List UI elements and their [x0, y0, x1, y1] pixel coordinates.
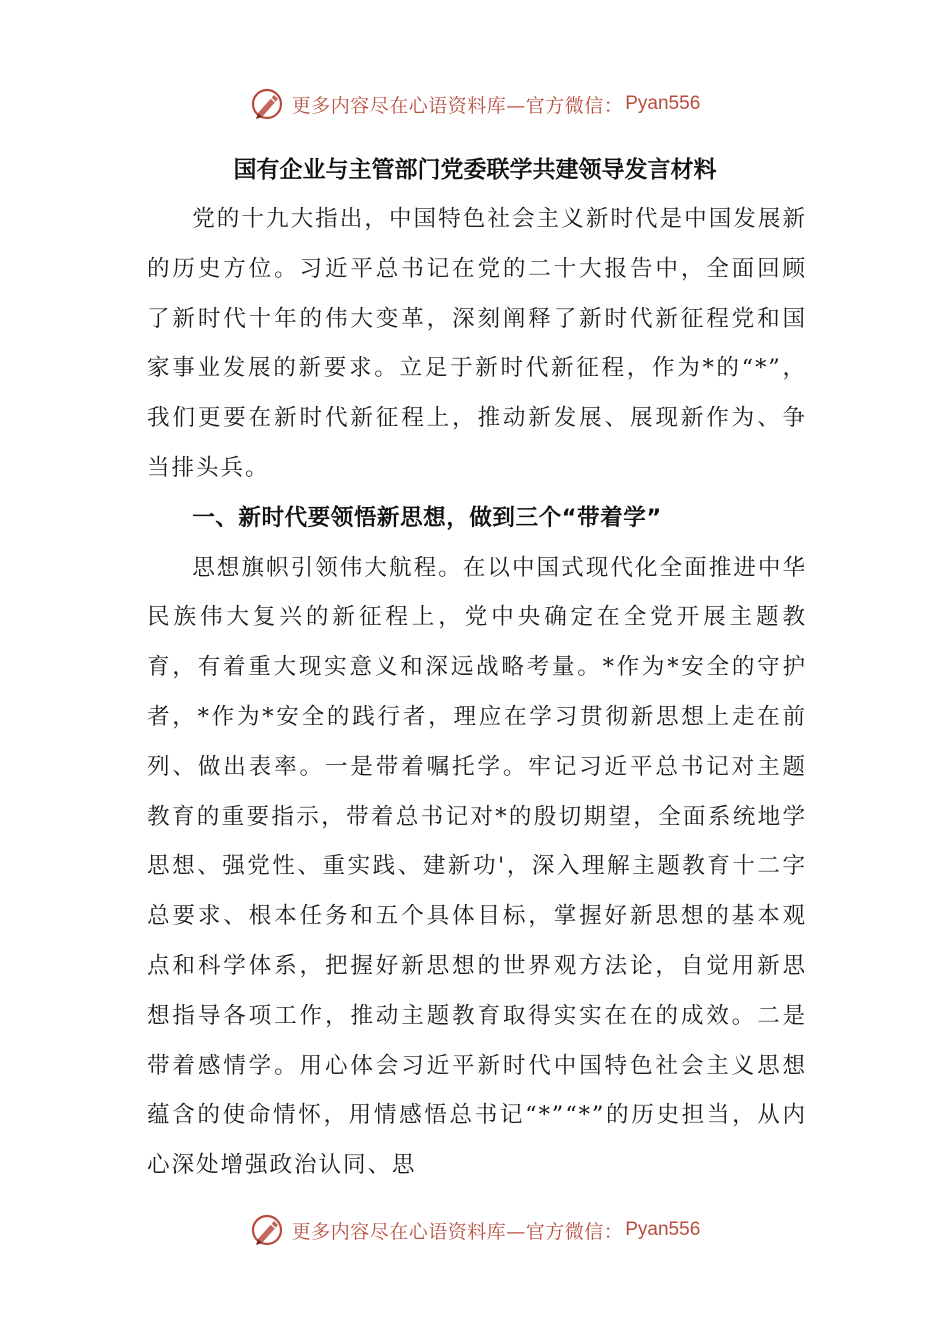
section-heading-1: 一、新时代要领悟新思想，做到三个“带着学” [192, 504, 662, 531]
section-1-paragraph: 思想旗帜引领伟大航程。在以中国式现代化全面推进中华民族伟大复兴的新征程上，党中央确定在全党开展主题教育，有着重大现实意义和深远战略考量。*作为*安全的守护者，*作为*安全的践行者，理应在学习贯彻新思想上走在前列、做出表率。一是带着嘱托学。牢记习近平总书记对主题教育的重要指示，带着总书记对*的殷切期望，全面系统地学思想、强党性、重实践、建新功'，深入理解主题教育十二字总要求、根本任务和五个具体目标，掌握好新思想的基本观点和科学体系，把握好新思想的世界观方法论，自觉用新思想指导各项工作，推动主题教育取得实实在在的成效。二是带着感情学。用心体会习近平新时代中国特色社会主义思想蕴含的使命情怀，用情感悟总书记“*”“*”的历史担当，从内心深处增强政治认同、思 [147, 554, 807, 1179]
pen-logo-icon [250, 86, 286, 122]
header-watermark-text: 更多内容尽在心语资料库—官方微信： [291, 94, 624, 117]
footer-watermark-handle: Pyan556 [625, 1219, 701, 1240]
header-watermark-handle: Pyan556 [625, 93, 701, 114]
pen-logo-icon [250, 1212, 286, 1248]
intro-paragraph: 党的十九大指出，中国特色社会主义新时代是中国发展新的历史方位。习近平总书记在党的二十大报告中，全面回顾了新时代十年的伟大变革，深刻阐释了新时代新征程党和国家事业发展的新要求。立足于新时代新征程，作为*的“*”，我们更要在新时代新征程上，推动新发展、展现新作为、争当排头兵。 [147, 206, 807, 481]
footer-watermark-text: 更多内容尽在心语资料库—官方微信： [291, 1220, 624, 1243]
document-body [147, 195, 807, 1191]
header-watermark [0, 84, 950, 124]
footer-watermark [0, 1210, 950, 1250]
document-title: 国有企业与主管部门党委联学共建领导发言材料 [233, 157, 717, 183]
